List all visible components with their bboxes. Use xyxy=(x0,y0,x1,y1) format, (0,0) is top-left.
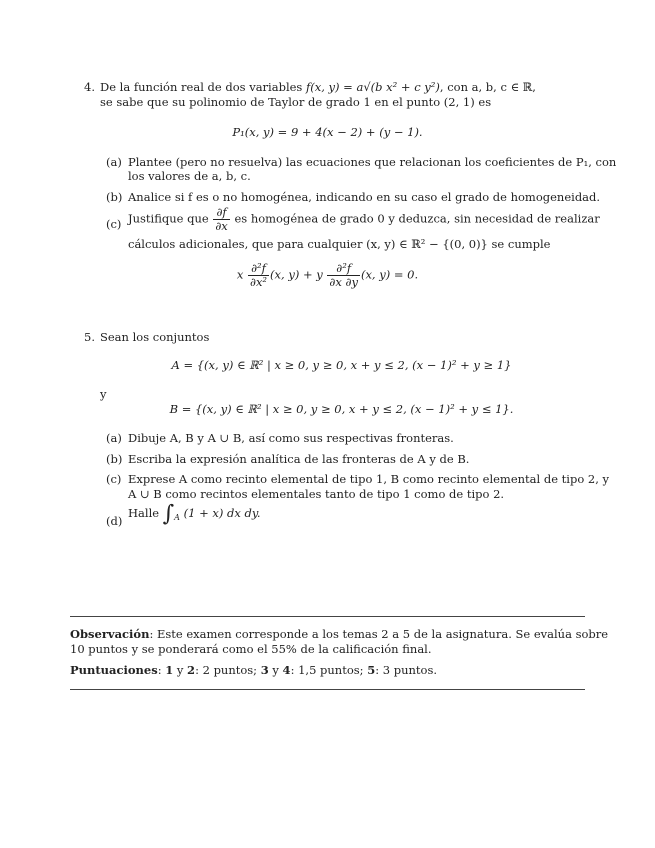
p4-function-definition: f(x, y) = a√(b x² + c y²) xyxy=(306,80,440,94)
problem-4-number: 4. xyxy=(84,80,95,94)
p4-item-a-line-2: los valores de a, b, c. xyxy=(128,169,251,183)
problem-4-line-1 xyxy=(100,80,536,95)
fraction-numerator: ∂f xyxy=(216,205,227,219)
set-b-definition: B = {(x, y) ∈ ℝ² | x ≥ 0, y ≥ 0, x + y ≤ 2, (x − 1)² + y ≤ 1}. xyxy=(169,402,514,416)
problem-4-line-2: se sabe que su polinomio de Taylor de grado 1 en el punto (2, 1) es xyxy=(100,95,492,109)
p5-d-pre: Halle xyxy=(128,506,160,520)
p4-item-c-line-2: cálculos adicionales, que para cualquier (x, y) ∈ ℝ² − {(0, 0)} se cumple xyxy=(128,237,551,251)
p5-d-integrand: (1 + x) dx dy. xyxy=(183,506,261,520)
footer-top-rule xyxy=(70,616,585,617)
integral-domain: A xyxy=(174,513,180,522)
score-value-5: : 3 puntos. xyxy=(375,663,437,677)
second-partial-xy-fraction xyxy=(327,262,360,289)
fraction-denominator: ∂x ∂y xyxy=(329,275,358,289)
p4-item-a-label: (a) xyxy=(106,155,122,169)
observation-line-1 xyxy=(70,627,608,642)
second-partial-xx-fraction xyxy=(248,262,269,289)
p4-line1-text-b: , con a, b, c ∈ ℝ, xyxy=(439,80,536,94)
score-problem-3: 3 xyxy=(260,663,269,677)
p4-c-pre-text: Justifique que xyxy=(128,211,209,226)
p4-item-b-label: (b) xyxy=(106,190,123,204)
score-and-1: y xyxy=(173,663,188,677)
eq-x: x xyxy=(236,267,244,282)
score-and-2: y xyxy=(268,663,283,677)
scores-label: Puntuaciones xyxy=(70,663,158,677)
problem-5-number: 5. xyxy=(84,330,95,344)
euler-second-order-equation xyxy=(70,262,585,289)
score-value-1-2: : 2 puntos; xyxy=(195,663,258,677)
score-problem-5: 5 xyxy=(367,663,376,677)
fraction-numerator: ∂²f xyxy=(251,261,266,275)
scores-line xyxy=(70,663,437,678)
p4-item-c-label: (c) xyxy=(106,217,122,231)
p5-item-b-text: Escriba la expresión analítica de las fronteras de A y de B. xyxy=(128,452,470,466)
conjunction-y: y xyxy=(100,387,107,401)
p5-item-a-label: (a) xyxy=(106,431,122,445)
p5-item-d-label: (d) xyxy=(106,514,123,528)
p4-item-c-line-1 xyxy=(128,206,600,233)
observation-label: Observación xyxy=(70,627,150,641)
fraction-denominator: ∂x² xyxy=(250,275,268,289)
p5-item-d-text xyxy=(128,501,261,527)
partial-f-partial-x-fraction xyxy=(213,206,229,233)
p4-c-post-text: es homogénea de grado 0 y deduzca, sin necesidad de realizar xyxy=(234,211,600,226)
footer-bottom-rule xyxy=(70,689,585,690)
p5-item-b-label: (b) xyxy=(106,452,123,466)
observation-line-2: 10 puntos y se ponderará como el 55% de la calificación final. xyxy=(70,642,432,656)
taylor-polynomial-equation: P₁(x, y) = 9 + 4(x − 2) + (y − 1). xyxy=(232,125,423,139)
p4-line1-text-a: De la función real de dos variables xyxy=(100,80,303,94)
score-problem-4: 4 xyxy=(282,663,291,677)
set-a-definition: A = {(x, y) ∈ ℝ² | x ≥ 0, y ≥ 0, x + y ≤ 2, (x − 1)² + y ≥ 1} xyxy=(171,358,512,372)
p4-item-a-line-1: Plantee (pero no resuelva) las ecuaciones que relacionan los coeficientes de P₁, con xyxy=(128,155,617,169)
problem-5-intro: Sean los conjuntos xyxy=(100,330,210,344)
score-problem-2: 2 xyxy=(187,663,196,677)
p4-item-b-text: Analice si f es o no homogénea, indicando en su caso el grado de homogeneidad. xyxy=(128,190,601,204)
p5-item-c-label: (c) xyxy=(106,472,122,486)
integral-sign: ∫ xyxy=(162,501,175,527)
eq-middle: (x, y) + y xyxy=(270,267,323,282)
p5-item-c-line-1: Exprese A como recinto elemental de tipo 1, B como recinto elemental de tipo 2, y xyxy=(128,472,610,486)
eq-end: (x, y) = 0. xyxy=(360,267,419,282)
score-value-3-4: : 1,5 puntos; xyxy=(290,663,364,677)
observation-text: : Este examen corresponde a los temas 2 a 5 de la asignatura. Se evalúa sobre xyxy=(149,627,609,641)
p5-item-a-text: Dibuje A, B y A ∪ B, así como sus respectivas fronteras. xyxy=(128,431,454,445)
score-problem-1: 1 xyxy=(165,663,174,677)
scores-colon: : xyxy=(157,663,162,677)
p5-item-c-line-2: A ∪ B como recintos elementales tanto de tipo 1 como de tipo 2. xyxy=(128,487,505,501)
fraction-numerator: ∂²f xyxy=(336,261,352,275)
fraction-denominator: ∂x xyxy=(215,219,228,233)
